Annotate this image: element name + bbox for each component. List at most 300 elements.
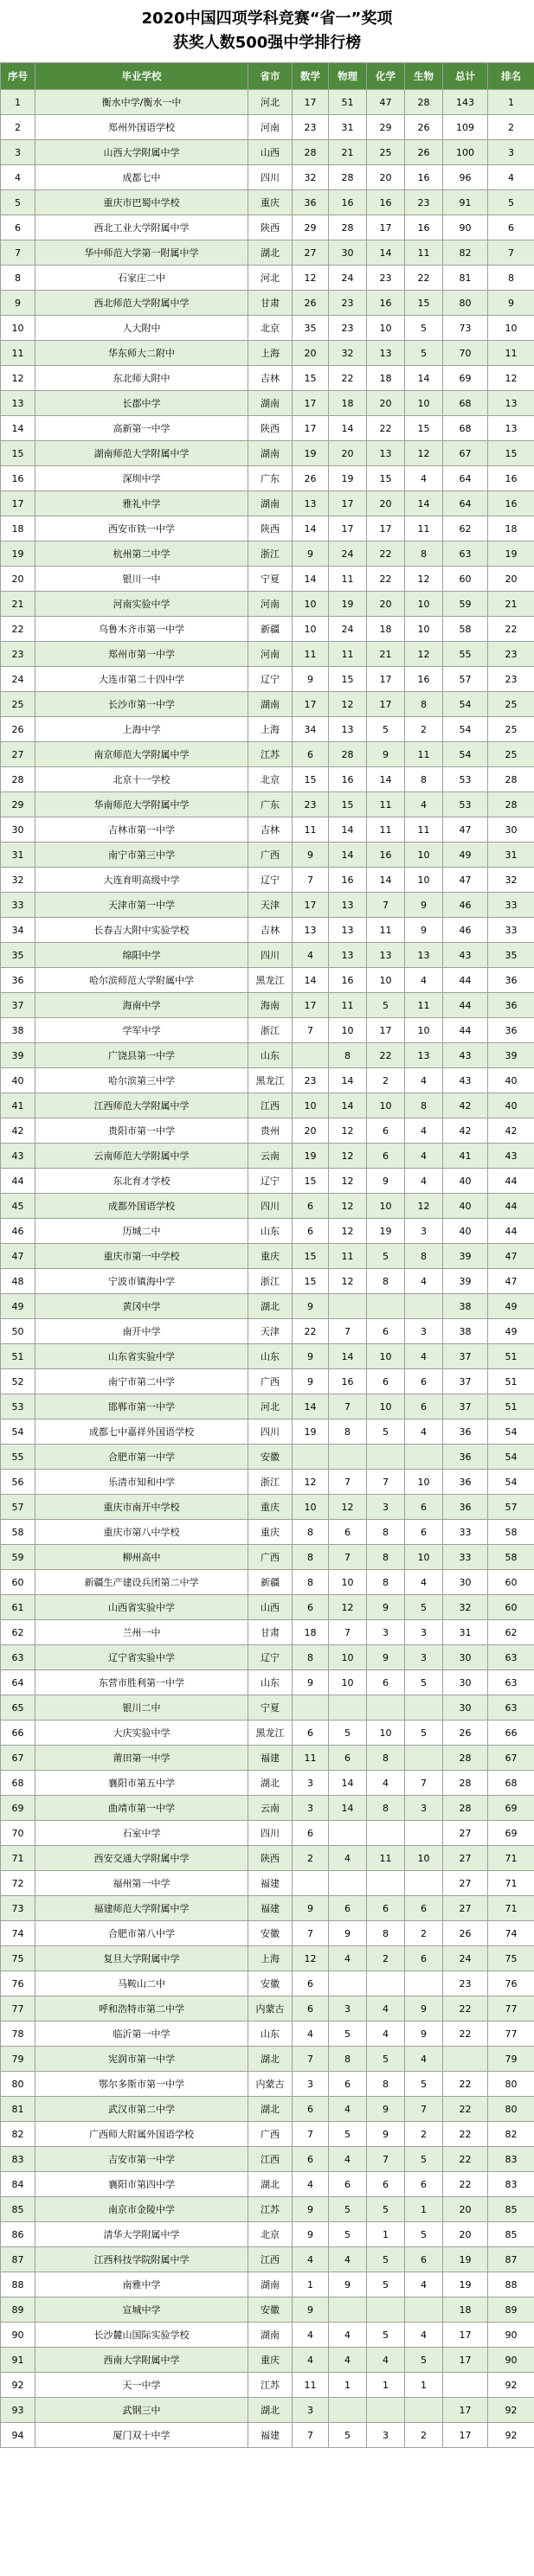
cell-physics: 4: [329, 2097, 367, 2122]
cell-total: 69: [443, 366, 488, 391]
cell-total: 30: [443, 1570, 488, 1595]
cell-total: 17: [443, 2423, 488, 2448]
cell-total: 62: [443, 516, 488, 541]
cell-chemistry: [367, 1871, 405, 1896]
cell-math: 9: [293, 2297, 329, 2323]
cell-ranking: 68: [488, 1771, 534, 1796]
cell-biology: 4: [405, 1269, 443, 1294]
cell-total: 63: [443, 541, 488, 567]
table-row: [1, 2323, 534, 2348]
cell-province: 湖南: [248, 491, 293, 516]
cell-total: 36: [443, 1470, 488, 1495]
cell-biology: 10: [405, 1470, 443, 1495]
cell-biology: 4: [405, 1419, 443, 1445]
cell-physics: 11: [329, 642, 367, 667]
cell-biology: [405, 1971, 443, 1996]
table-row: [1, 2072, 534, 2097]
table-row: [1, 1746, 534, 1771]
cell-ranking: 51: [488, 1344, 534, 1369]
cell-math: 11: [293, 642, 329, 667]
cell-ranking: 25: [488, 692, 534, 717]
cell-biology: 28: [405, 90, 443, 115]
cell-biology: 10: [405, 868, 443, 893]
cell-chemistry: [367, 2398, 405, 2423]
cell-chemistry: 10: [367, 316, 405, 341]
cell-biology: 5: [405, 1670, 443, 1695]
cell-total: 42: [443, 1118, 488, 1144]
cell-math: [293, 1445, 329, 1470]
cell-ranking: 11: [488, 341, 534, 366]
cell-physics: 16: [329, 968, 367, 993]
cell-physics: 17: [329, 491, 367, 516]
cell-physics: 14: [329, 1093, 367, 1118]
cell-total: 31: [443, 1620, 488, 1645]
table-row: [1, 843, 534, 868]
cell-province: 湖北: [248, 240, 293, 266]
cell-physics: [329, 1971, 367, 1996]
cell-province: 重庆: [248, 1244, 293, 1269]
table-row: [1, 1269, 534, 1294]
cell-ranking: 40: [488, 1093, 534, 1118]
table-row: [1, 1846, 534, 1871]
cell-rank-index: 53: [1, 1394, 35, 1419]
table-row: [1, 1796, 534, 1821]
cell-physics: 10: [329, 1570, 367, 1595]
cell-rank-index: 82: [1, 2122, 35, 2147]
cell-province: 江苏: [248, 2373, 293, 2398]
cell-rank-index: 1: [1, 90, 35, 115]
cell-total: 22: [443, 2097, 488, 2122]
cell-total: 19: [443, 2272, 488, 2297]
cell-total: 33: [443, 1520, 488, 1545]
cell-rank-index: 86: [1, 2222, 35, 2247]
cell-math: 4: [293, 2247, 329, 2272]
cell-physics: 6: [329, 2072, 367, 2097]
cell-province: 吉林: [248, 918, 293, 943]
cell-total: 64: [443, 491, 488, 516]
cell-math: 4: [293, 943, 329, 968]
title-line-1: 2020中国四项学科竞赛“省一”奖项: [141, 10, 393, 28]
cell-province: 辽宁: [248, 667, 293, 692]
table-row: [1, 667, 534, 692]
cell-biology: [405, 1445, 443, 1470]
cell-province: 黑龙江: [248, 968, 293, 993]
cell-biology: 5: [405, 2147, 443, 2172]
cell-school-name: 云南师范大学附属中学: [35, 1144, 248, 1169]
cell-school-name: 清华大学附属中学: [35, 2222, 248, 2247]
cell-math: 9: [293, 1344, 329, 1369]
cell-total: 27: [443, 1871, 488, 1896]
cell-school-name: 深圳中学: [35, 466, 248, 491]
table-row: [1, 1996, 534, 2022]
cell-province: 陕西: [248, 215, 293, 240]
cell-biology: 5: [405, 1595, 443, 1620]
cell-ranking: 92: [488, 2398, 534, 2423]
cell-total: 27: [443, 1821, 488, 1846]
cell-math: 9: [293, 667, 329, 692]
cell-biology: 10: [405, 617, 443, 642]
cell-rank-index: 46: [1, 1219, 35, 1244]
table-row: [1, 2022, 534, 2047]
table-header-row: [1, 63, 534, 90]
cell-physics: 22: [329, 366, 367, 391]
cell-ranking: 54: [488, 1470, 534, 1495]
cell-rank-index: 36: [1, 968, 35, 993]
cell-province: 贵州: [248, 1118, 293, 1144]
cell-biology: 4: [405, 968, 443, 993]
cell-school-name: 吉林市第一中学: [35, 817, 248, 843]
cell-province: 内蒙古: [248, 2072, 293, 2097]
cell-physics: 5: [329, 2122, 367, 2147]
cell-physics: 23: [329, 291, 367, 316]
table-row: [1, 1219, 534, 1244]
table-row: [1, 541, 534, 567]
cell-ranking: 28: [488, 767, 534, 792]
cell-total: 54: [443, 692, 488, 717]
cell-chemistry: 9: [367, 1169, 405, 1194]
cell-rank-index: 8: [1, 266, 35, 291]
cell-rank-index: 35: [1, 943, 35, 968]
cell-biology: 10: [405, 592, 443, 617]
cell-biology: 11: [405, 516, 443, 541]
cell-school-name: 长春吉大附中实验学校: [35, 918, 248, 943]
column-header-biology: 生物: [405, 63, 443, 90]
cell-math: 19: [293, 441, 329, 466]
cell-rank-index: 47: [1, 1244, 35, 1269]
cell-math: 12: [293, 1946, 329, 1971]
cell-biology: 4: [405, 1344, 443, 1369]
cell-school-name: 华东师大二附中: [35, 341, 248, 366]
cell-physics: 32: [329, 341, 367, 366]
cell-chemistry: [367, 1971, 405, 1996]
cell-ranking: 23: [488, 642, 534, 667]
table-row: [1, 1344, 534, 1369]
table-row: [1, 2272, 534, 2297]
table-row: [1, 968, 534, 993]
cell-ranking: 58: [488, 1520, 534, 1545]
cell-rank-index: 22: [1, 617, 35, 642]
cell-total: 44: [443, 968, 488, 993]
cell-physics: 24: [329, 541, 367, 567]
cell-math: 3: [293, 1796, 329, 1821]
cell-school-name: 长沙麓山国际实验学校: [35, 2323, 248, 2348]
cell-math: 15: [293, 366, 329, 391]
table-row: [1, 767, 534, 792]
cell-school-name: 西安交通大学附属中学: [35, 1846, 248, 1871]
cell-school-name: 重庆市南开中学校: [35, 1495, 248, 1520]
cell-rank-index: 93: [1, 2398, 35, 2423]
cell-total: 19: [443, 2247, 488, 2272]
cell-total: 17: [443, 2398, 488, 2423]
cell-province: 北京: [248, 316, 293, 341]
cell-biology: 4: [405, 1118, 443, 1144]
cell-province: 山东: [248, 1344, 293, 1369]
cell-rank-index: 71: [1, 1846, 35, 1871]
cell-rank-index: 76: [1, 1971, 35, 1996]
cell-biology: 5: [405, 2072, 443, 2097]
cell-total: 18: [443, 2297, 488, 2323]
cell-math: 4: [293, 2022, 329, 2047]
cell-school-name: 西南大学附属中学: [35, 2348, 248, 2373]
cell-province: 陕西: [248, 416, 293, 441]
cell-chemistry: 8: [367, 1545, 405, 1570]
cell-physics: 5: [329, 2022, 367, 2047]
table-row: [1, 90, 534, 115]
column-header-chemistry: 化学: [367, 63, 405, 90]
cell-school-name: 石室中学: [35, 1821, 248, 1846]
cell-biology: 1: [405, 2197, 443, 2222]
cell-province: 湖南: [248, 391, 293, 416]
cell-math: 6: [293, 1219, 329, 1244]
cell-rank-index: 88: [1, 2272, 35, 2297]
cell-province: 陕西: [248, 1846, 293, 1871]
cell-rank-index: 17: [1, 491, 35, 516]
cell-total: 90: [443, 215, 488, 240]
table-row: [1, 2047, 534, 2072]
cell-physics: [329, 2398, 367, 2423]
cell-physics: 7: [329, 1394, 367, 1419]
cell-physics: 30: [329, 240, 367, 266]
cell-total: 70: [443, 341, 488, 366]
cell-school-name: 合肥市第一中学: [35, 1445, 248, 1470]
cell-total: 28: [443, 1746, 488, 1771]
cell-school-name: 厦门双十中学: [35, 2423, 248, 2448]
cell-total: 17: [443, 2323, 488, 2348]
cell-chemistry: 22: [367, 1043, 405, 1068]
cell-total: 80: [443, 291, 488, 316]
cell-math: 4: [293, 2348, 329, 2373]
cell-ranking: 47: [488, 1244, 534, 1269]
cell-chemistry: 18: [367, 617, 405, 642]
cell-province: 河北: [248, 1394, 293, 1419]
cell-physics: 8: [329, 2047, 367, 2072]
cell-ranking: 89: [488, 2297, 534, 2323]
cell-province: 甘肃: [248, 291, 293, 316]
cell-rank-index: 45: [1, 1194, 35, 1219]
cell-province: 四川: [248, 165, 293, 190]
cell-school-name: 成都七中: [35, 165, 248, 190]
cell-biology: 1: [405, 2373, 443, 2398]
cell-ranking: 90: [488, 2348, 534, 2373]
cell-chemistry: 10: [367, 1344, 405, 1369]
cell-math: 6: [293, 1595, 329, 1620]
cell-rank-index: 40: [1, 1068, 35, 1093]
cell-rank-index: 56: [1, 1470, 35, 1495]
cell-physics: 12: [329, 1144, 367, 1169]
cell-total: 82: [443, 240, 488, 266]
cell-math: 34: [293, 717, 329, 742]
cell-biology: [405, 1821, 443, 1846]
cell-total: 37: [443, 1394, 488, 1419]
cell-rank-index: 15: [1, 441, 35, 466]
cell-physics: 9: [329, 1921, 367, 1946]
cell-biology: 11: [405, 240, 443, 266]
cell-physics: 12: [329, 1595, 367, 1620]
cell-total: 53: [443, 767, 488, 792]
cell-biology: [405, 1746, 443, 1771]
cell-total: 37: [443, 1344, 488, 1369]
cell-school-name: 合肥市第八中学: [35, 1921, 248, 1946]
cell-chemistry: [367, 1445, 405, 1470]
table-row: [1, 1194, 534, 1219]
cell-ranking: 75: [488, 1946, 534, 1971]
cell-school-name: 银川二中: [35, 1695, 248, 1721]
cell-school-name: 莆田第一中学: [35, 1746, 248, 1771]
cell-total: 58: [443, 617, 488, 642]
cell-chemistry: 16: [367, 291, 405, 316]
cell-ranking: 25: [488, 742, 534, 767]
cell-physics: 8: [329, 1419, 367, 1445]
cell-total: 27: [443, 1846, 488, 1871]
cell-rank-index: 7: [1, 240, 35, 266]
cell-chemistry: 17: [367, 692, 405, 717]
cell-chemistry: 9: [367, 2122, 405, 2147]
cell-school-name: 宣城中学: [35, 2297, 248, 2323]
table-row: [1, 441, 534, 466]
cell-total: 96: [443, 165, 488, 190]
cell-province: 四川: [248, 1419, 293, 1445]
cell-math: 35: [293, 316, 329, 341]
cell-school-name: 福建师范大学附属中学: [35, 1896, 248, 1921]
cell-biology: [405, 1695, 443, 1721]
cell-chemistry: 11: [367, 817, 405, 843]
cell-chemistry: 10: [367, 1093, 405, 1118]
cell-chemistry: 8: [367, 2072, 405, 2097]
cell-chemistry: 20: [367, 391, 405, 416]
cell-biology: 4: [405, 1169, 443, 1194]
cell-chemistry: 10: [367, 968, 405, 993]
cell-total: 32: [443, 1595, 488, 1620]
table-row: [1, 2222, 534, 2247]
cell-ranking: 22: [488, 617, 534, 642]
cell-chemistry: 19: [367, 1219, 405, 1244]
cell-rank-index: 11: [1, 341, 35, 366]
cell-math: 10: [293, 617, 329, 642]
cell-ranking: 87: [488, 2247, 534, 2272]
cell-math: 22: [293, 1319, 329, 1344]
cell-school-name: 武钢三中: [35, 2398, 248, 2423]
cell-biology: 12: [405, 441, 443, 466]
cell-total: 22: [443, 2022, 488, 2047]
cell-province: 四川: [248, 1194, 293, 1219]
table-row: [1, 2197, 534, 2222]
cell-chemistry: 10: [367, 1394, 405, 1419]
cell-province: 江西: [248, 2147, 293, 2172]
cell-school-name: 哈尔滨第三中学: [35, 1068, 248, 1093]
cell-chemistry: 7: [367, 893, 405, 918]
cell-province: 福建: [248, 1896, 293, 1921]
cell-total: 43: [443, 943, 488, 968]
cell-total: 22: [443, 2072, 488, 2097]
cell-province: 湖北: [248, 2097, 293, 2122]
cell-chemistry: 21: [367, 642, 405, 667]
cell-school-name: 鄂尔多斯市第一中学: [35, 2072, 248, 2097]
cell-physics: 8: [329, 1043, 367, 1068]
cell-biology: 6: [405, 1946, 443, 1971]
cell-rank-index: 42: [1, 1118, 35, 1144]
ranking-table: [0, 62, 534, 2448]
cell-ranking: 13: [488, 391, 534, 416]
cell-physics: 15: [329, 792, 367, 817]
cell-chemistry: [367, 1821, 405, 1846]
cell-school-name: 南雅中学: [35, 2272, 248, 2297]
cell-biology: 4: [405, 466, 443, 491]
cell-ranking: 4: [488, 165, 534, 190]
cell-math: 6: [293, 2147, 329, 2172]
cell-total: 39: [443, 1269, 488, 1294]
cell-total: 40: [443, 1194, 488, 1219]
cell-province: 天津: [248, 1319, 293, 1344]
cell-ranking: 60: [488, 1570, 534, 1595]
cell-math: 23: [293, 1068, 329, 1093]
cell-biology: 6: [405, 1495, 443, 1520]
cell-rank-index: 83: [1, 2147, 35, 2172]
cell-ranking: 36: [488, 1018, 534, 1043]
cell-rank-index: 6: [1, 215, 35, 240]
cell-school-name: 天津市第一中学: [35, 893, 248, 918]
table-row: [1, 2097, 534, 2122]
cell-total: 64: [443, 466, 488, 491]
cell-province: 江苏: [248, 742, 293, 767]
cell-school-name: 郑州外国语学校: [35, 115, 248, 140]
cell-province: 山东: [248, 2022, 293, 2047]
cell-chemistry: 9: [367, 1645, 405, 1670]
cell-rank-index: 31: [1, 843, 35, 868]
cell-rank-index: 87: [1, 2247, 35, 2272]
cell-school-name: 邯郸市第一中学: [35, 1394, 248, 1419]
cell-province: 辽宁: [248, 868, 293, 893]
cell-chemistry: 8: [367, 1796, 405, 1821]
cell-province: 宁夏: [248, 567, 293, 592]
cell-biology: 10: [405, 391, 443, 416]
cell-ranking: 82: [488, 2122, 534, 2147]
cell-ranking: 71: [488, 1896, 534, 1921]
cell-school-name: 重庆市第一中学校: [35, 1244, 248, 1269]
cell-math: 18: [293, 1620, 329, 1645]
cell-chemistry: 4: [367, 2348, 405, 2373]
table-row: [1, 1093, 534, 1118]
table-row: [1, 2373, 534, 2398]
table-row: [1, 266, 534, 291]
cell-school-name: 山东省实验中学: [35, 1344, 248, 1369]
cell-chemistry: 5: [367, 2197, 405, 2222]
cell-physics: 7: [329, 1620, 367, 1645]
cell-rank-index: 58: [1, 1520, 35, 1545]
cell-province: 浙江: [248, 1269, 293, 1294]
cell-rank-index: 27: [1, 742, 35, 767]
cell-rank-index: 20: [1, 567, 35, 592]
cell-province: 山东: [248, 1043, 293, 1068]
cell-province: 上海: [248, 341, 293, 366]
table-row: [1, 215, 534, 240]
cell-chemistry: 9: [367, 1595, 405, 1620]
cell-rank-index: 68: [1, 1771, 35, 1796]
cell-rank-index: 48: [1, 1269, 35, 1294]
cell-rank-index: 25: [1, 692, 35, 717]
cell-school-name: 新疆生产建设兵团第二中学: [35, 1570, 248, 1595]
cell-biology: 6: [405, 1520, 443, 1545]
cell-chemistry: 22: [367, 567, 405, 592]
cell-rank-index: 77: [1, 1996, 35, 2022]
cell-physics: 13: [329, 893, 367, 918]
cell-total: 42: [443, 1093, 488, 1118]
cell-school-name: 湖南师范大学附属中学: [35, 441, 248, 466]
cell-rank-index: 9: [1, 291, 35, 316]
cell-math: 3: [293, 2072, 329, 2097]
cell-school-name: 贵阳市第一中学: [35, 1118, 248, 1144]
table-row: [1, 2147, 534, 2172]
cell-physics: 12: [329, 692, 367, 717]
